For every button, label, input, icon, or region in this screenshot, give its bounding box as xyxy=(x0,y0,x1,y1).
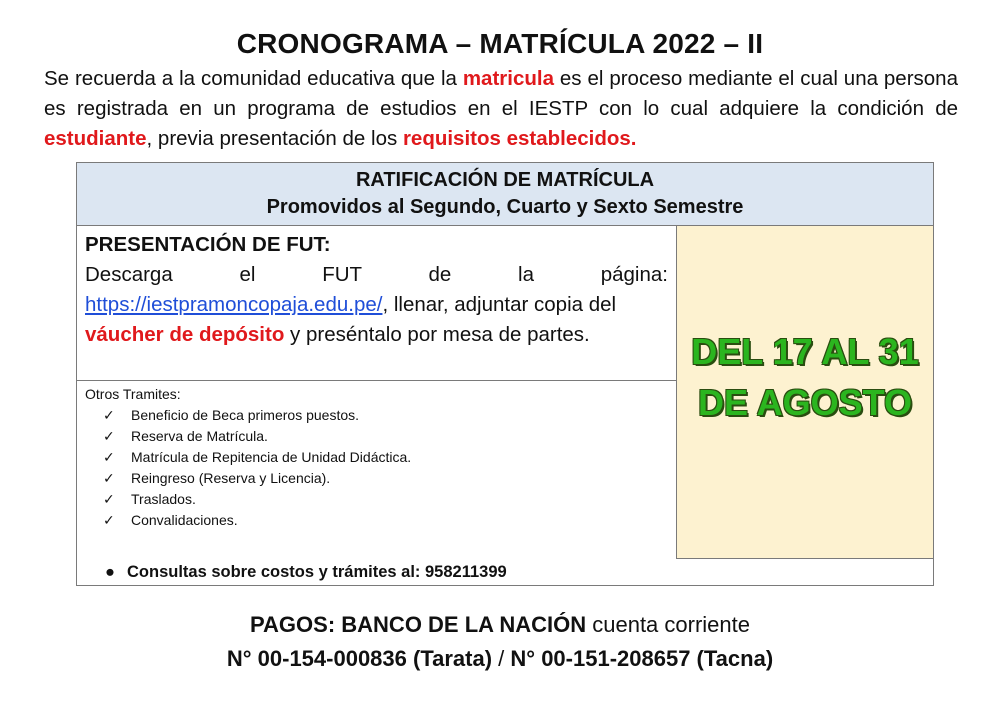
account-type: cuenta corriente xyxy=(586,612,750,637)
account-tarata: N° 00-154-000836 (Tarata) xyxy=(226,646,493,671)
intro-text-3: , previa presentación de los xyxy=(146,127,403,150)
check-icon: ✓ xyxy=(103,491,115,507)
list-item-label: Matrícula de Repitencia de Unidad Didáctica. xyxy=(131,449,412,465)
list-item-label: Convalidaciones. xyxy=(131,512,238,528)
header-title: RATIFICACIÓN DE MATRÍCULA xyxy=(355,169,655,191)
list-item xyxy=(103,510,668,531)
schedule-table xyxy=(76,162,934,586)
voucher-highlight: váucher de depósito xyxy=(85,323,285,346)
intro-text-2: es el proceso mediante el cual una persona es registrada en un programa de estudios en el IESTP con lo cual adquiere la condición de xyxy=(44,67,958,120)
fut-instructions xyxy=(85,290,668,350)
page-title: CRONOGRAMA – MATRÍCULA 2022 – II xyxy=(236,28,764,59)
fut-line-1: Descarga el FUT de la página: xyxy=(85,263,668,286)
intro-text-1: Se recuerda a la comunidad educativa que la xyxy=(44,67,463,90)
keyword-requisitos: requisitos establecidos. xyxy=(402,127,637,150)
other-procedures-title: Otros Tramites: xyxy=(85,386,181,402)
dates-line-1: DEL 17 AL 31 xyxy=(691,331,919,372)
payments-line-1 xyxy=(0,608,1000,642)
list-item xyxy=(103,405,668,426)
fut-cell xyxy=(77,226,677,381)
list-item xyxy=(103,426,668,447)
table-header xyxy=(77,163,933,226)
payments-line-2 xyxy=(0,642,1000,676)
list-item xyxy=(103,447,668,468)
check-icon: ✓ xyxy=(103,407,115,423)
payments-info xyxy=(0,608,1000,676)
account-tacna: N° 00-151-208657 (Tacna) xyxy=(510,646,774,671)
check-icon: ✓ xyxy=(103,428,115,444)
website-link[interactable]: https://iestpramoncopaja.edu.pe/ xyxy=(85,293,383,316)
list-item-label: Traslados. xyxy=(131,491,196,507)
consult-row xyxy=(77,559,933,585)
dates-cell xyxy=(677,226,933,559)
dates-text xyxy=(677,326,933,428)
keyword-matricula: matricula xyxy=(462,67,554,90)
other-procedures-list xyxy=(85,405,668,531)
check-icon: ✓ xyxy=(103,449,115,465)
keyword-estudiante: estudiante xyxy=(44,127,147,150)
other-procedures-cell xyxy=(77,381,677,559)
header-subtitle: Promovidos al Segundo, Cuarto y Sexto Semestre xyxy=(266,196,744,218)
consult-text: Consultas sobre costos y trámites al: 958211399 xyxy=(127,563,507,581)
intro-paragraph xyxy=(44,64,958,154)
account-separator: / xyxy=(492,646,511,671)
list-item xyxy=(103,468,668,489)
list-item xyxy=(103,489,668,510)
dates-line-2: DE AGOSTO xyxy=(697,382,913,423)
check-icon: ✓ xyxy=(103,470,115,486)
fut-text-2: y preséntalo por mesa de partes. xyxy=(284,323,590,346)
check-icon: ✓ xyxy=(103,512,115,528)
fut-text-1: , llenar, adjuntar copia del xyxy=(382,293,617,316)
bank-name: PAGOS: BANCO DE LA NACIÓN xyxy=(250,612,587,637)
fut-title: PRESENTACIÓN DE FUT: xyxy=(85,233,331,256)
list-item-label: Reserva de Matrícula. xyxy=(131,428,268,444)
list-item-label: Beneficio de Beca primeros puestos. xyxy=(131,407,360,423)
bullet-icon: ● xyxy=(105,563,115,581)
list-item-label: Reingreso (Reserva y Licencia). xyxy=(131,470,331,486)
